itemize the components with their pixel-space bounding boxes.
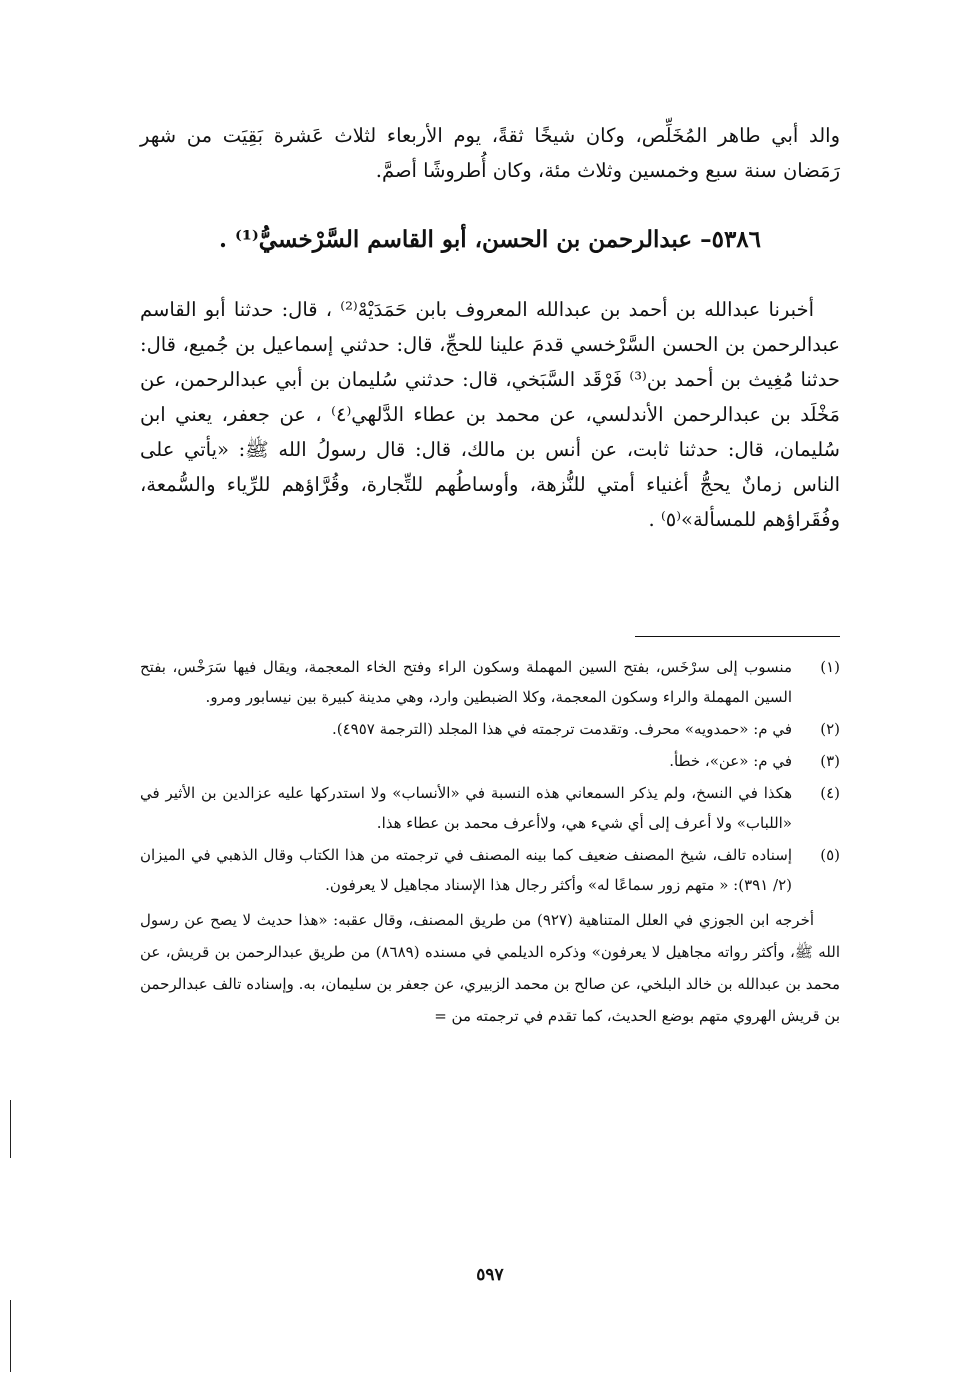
footnote-number: (٤) — [820, 784, 840, 802]
footnote-5 — [140, 840, 840, 900]
page-number: ٥٩٧ — [476, 1265, 504, 1285]
footnote-1 — [140, 652, 840, 712]
footnote-text: في م: «حمدويه» محرف. وتقدمت ترجمته في هذا المجلد (الترجمة ٤٩٥٧). — [331, 720, 792, 738]
footnote-2 — [140, 714, 840, 744]
footnote-text: منسوب إلى سرْخَس، بفتح السين المهملة وسكون الراء وفتح الخاء المعجمة، ويقال فيها سَرَخْس، بفتح السين المهملة والراء وسكون المعجمة، وكلا الضبطين وارد، وهي مدينة كبيرة بين نيسابور ومرو. — [140, 658, 792, 706]
footnote-number: (٢) — [820, 720, 840, 738]
footnote-3 — [140, 746, 840, 776]
footnote-number: (١) — [820, 658, 840, 676]
footnote-4 — [140, 778, 840, 838]
entry-body-paragraph: أخبرنا عبدالله بن أحمد بن عبدالله المعروف بابن حَمَدَيْهْ⁽²⁾ ، قال: حدثنا أبو القاسم عبدالرحمن بن الحسن السَّرْخسي قدمَ علينا للحجِّ، قال: حدثني إسماعيل بن جُميع، قال: حدثنا مُغِيث بن أحمد بن⁽³⁾ فَرْقَد السَّبَخي، قال: حدثني سُليمان بن أبي عبدالرحمن، عن مَخْلَد بن عبدالرحمن الأندلسي، عن محمد بن عطاء الدَّلهي⁽٤⁾ ، عن جعفر، يعني ابن سُليمان، قال: حدثنا ثابت، عن أنس بن مالك، قال: قال رسولُ الله ﷺ: «يأتي على الناس زمانٌ يحجُّ أغنياء أمتي للنُّزهة، وأوساطُهم للتِّجارة، وقُرَّاؤهم للرِّياء والسُّمعة، وفُقَراؤهم للمسألة»⁽٥⁾ . — [140, 298, 840, 531]
scan-edge-mark — [10, 1100, 11, 1158]
footnote-text: في م: «عن»، خطأ. — [669, 752, 792, 770]
intro-paragraph: والد أبي طاهر المُخَلِّص، وكان شيخًا ثقةً، يوم الأربعاء لثلاث عَشرة بَقِيَت من شهر رَمَضان سنة سبع وخمسين وثلاث مئة، وكان أُطروشًا أصمَّ. — [140, 124, 840, 182]
footnote-separator — [635, 636, 840, 637]
scan-edge-mark — [10, 1300, 11, 1372]
footnote-text: إسناده تالف، شيخ المصنف ضعيف كما بينه المصنف في ترجمته من هذا الكتاب وقال الذهبي في الميزان (٢/ ٣٩١): « متهم زور سماعًا له» وأكثر رجال هذا الإسناد مجاهيل لا يعرفون. — [140, 846, 792, 894]
footnote-continuation: أخرجه ابن الجوزي في العلل المتناهية (٩٢٧) من طريق المصنف، وقال عقبه: «هذا حديث لا يصح عن رسول الله ﷺ، وأكثر رواته مجاهيل لا يعرفون» وذكره الديلمي في مسنده (٨٦٨٩) من طريق عبدالرحمن بن قريش، عن محمد بن عبدالله بن خالد البلخي، عن صالح بن محمد الزبيري، عن جعفر بن سليمان، به. وإسناده تالف عبدالرحمن بن قريش الهروي متهم بوضع الحديث، كما تقدم في ترجمته من = — [140, 911, 840, 1025]
footnote-text: هكذا في النسخ، ولم يذكر السمعاني هذه النسبة في «الأنساب» ولا استدركها عليه عزالدين بن الأثير في «اللباب» ولا أعرف إلى أي شيء هي، ولاأعرف محمد بن عطاء هذا. — [140, 784, 792, 832]
footnote-number: (٣) — [820, 752, 840, 770]
footnote-number: (٥) — [820, 846, 840, 864]
footnotes-section — [140, 652, 840, 1032]
entry-title: ٥٣٨٦– عبدالرحمن بن الحسن، أبو القاسم السَّرْخسيُّ⁽¹⁾ . — [218, 226, 762, 253]
